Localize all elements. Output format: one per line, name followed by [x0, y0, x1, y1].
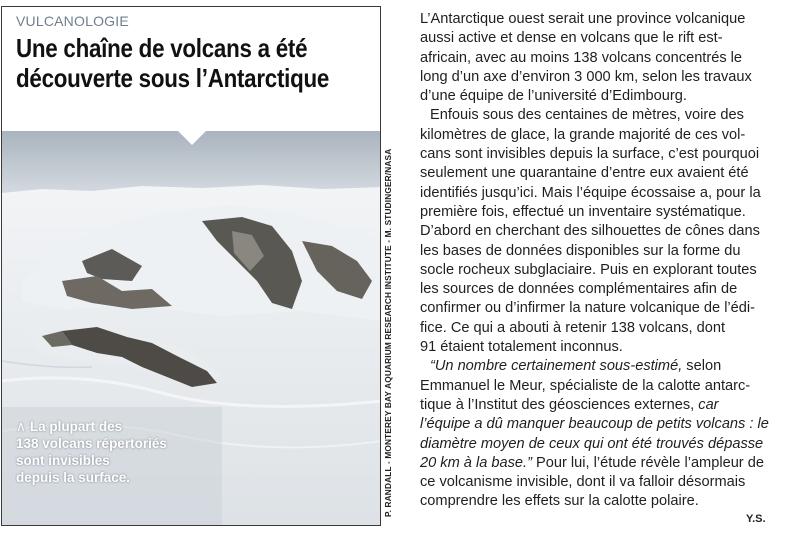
headline-line-1: Une chaîne de volcans a été: [16, 33, 308, 63]
author-signature: Y.S.: [746, 513, 766, 525]
paragraph-2: Enfouis sous des centaines de mètres, voire des kilomètres de glace, la grande majorité de ces vol- cans sont invisibles depuis la surface, c’est pourquoi seulement une quarantaine d’entre eux avaient été identifiés jusqu’ici. Mais l’équipe écossaise a, pour la première fois, effectué un inventaire systématique. D’abord en cherchant des silhouettes de cônes dans les bases de données disponibles sur la forme du socle rocheux subglaciaire. Puis en explorant toutes les sources de données complémentaires afin de confirmer ou d’infirmer la nature volcanique de l’édi- fice. Ce qui a abouti à retenir 138 volcans, dont 91 étaient totalement inconnus.: [420, 107, 761, 356]
photo-credit: P. RANDALL - MONTEREY BAY AQUARIUM RESEARCH INSTITUTE - M. STUDINGER/NASA: [383, 148, 393, 517]
headline-line-2: découverte sous l’Antarctique: [16, 63, 330, 93]
headline: [16, 33, 377, 93]
section-rubric: VULCANOLOGIE: [16, 13, 129, 29]
photo-caption: ∧ La plupart des 138 volcans répertoriés sont invisibles depuis la surface.: [16, 419, 167, 485]
article-frame: [1, 6, 381, 526]
paragraph-1: L’Antarctique ouest serait une province volcanique aussi active et dense en volcans que le rift est- africain, avec au moins 138 volcans concentrés le long d’un axe d’environ 3 000 km, selon les travaux d’une équipe de l’université d’Edimbourg.: [420, 11, 752, 105]
caret-up-icon: ∧: [16, 419, 26, 434]
paragraph-3: “Un nombre certainement sous-estimé, selon Emmanuel le Meur, spécialiste de la calotte antarc- tique à l’Institut des géosciences externes, car l’équipe a dû manquer beaucoup de petits volcans : le diamètre moyen de ceux qui ont été trouvés dépasse 20 km à la base.” Pour lui, l’étude révèle l’ampleur de ce volcanisme invisible, dont il va falloir désormais comprendre les effets sur la calotte polaire.: [420, 358, 769, 510]
photo-notch: [178, 131, 206, 145]
article-body: [420, 10, 790, 512]
left-column: [0, 0, 392, 540]
